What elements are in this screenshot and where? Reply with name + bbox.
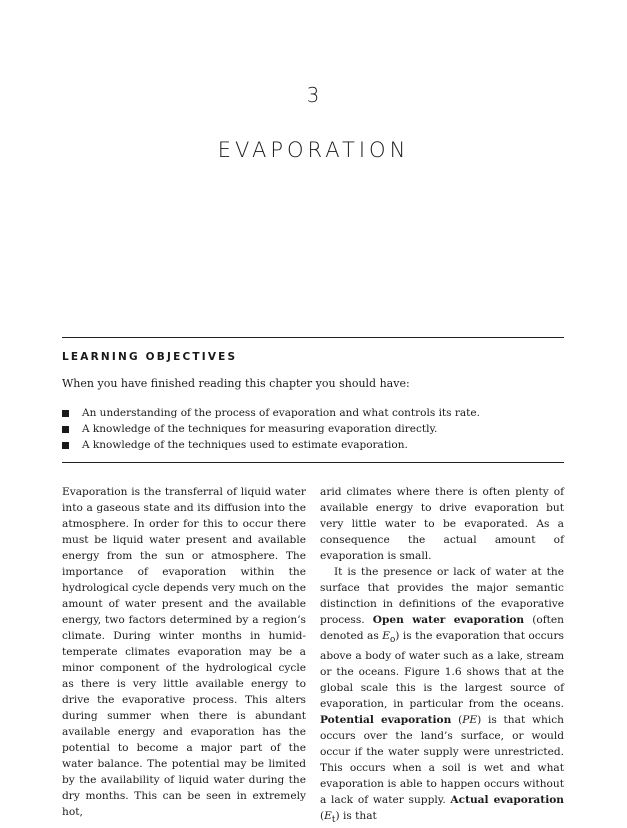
symbol: E xyxy=(324,810,332,823)
term-potential-evaporation: Potential evaporation xyxy=(320,714,452,727)
learning-objectives-heading: LEARNING OBJECTIVES xyxy=(62,351,238,363)
square-bullet-icon xyxy=(62,426,69,433)
paragraph-text: ) is that which occurs over the land’s surface, or would occur if the water supply were unrestricted. This occurs when a soil is wet and what evaporation is able to happen occurs without a lack of water supply. xyxy=(320,714,564,807)
body-paragraph: Evaporation is the transferral of liquid water into a gaseous state and its diffusion into the atmosphere. In order for this to occur there must be liquid water present and available energy from the sun or atmosphere. The importance of evaporation within the hydrological cycle depends very much on the amount of water present and the available energy, two factors determined by a region’s climate. During winter months in humid-temperate climates evaporation may be a minor component of the hydrological cycle as there is very little available energy to drive the evaporative process. This alters during summer when there is abundant available energy and evaporation has the potential to become a major part of the water balance. The potential may be limited by the availability of liquid water during the dry months. This can be seen in extremely hot, xyxy=(62,486,306,818)
list-item xyxy=(62,421,480,437)
symbol-subscript: t xyxy=(331,815,336,826)
symbol: E xyxy=(382,630,390,642)
chapter-number: 3 xyxy=(306,83,321,107)
paragraph-text: ) is that xyxy=(335,810,377,823)
body-paragraph xyxy=(320,564,564,828)
objectives-bottom-rule xyxy=(62,462,564,463)
objective-text: An understanding of the process of evaporation and what controls its rate. xyxy=(82,407,480,419)
symbol: PE xyxy=(462,714,478,727)
paragraph-text: ( xyxy=(458,714,463,727)
paragraph-text: It is the presence or lack of water at the surface that provides the major semantic distinction in definitions of the evaporative process. xyxy=(320,566,564,626)
chapter-title: EVAPORATION xyxy=(217,138,410,162)
objectives-top-rule xyxy=(62,337,564,338)
paragraph-text: ( xyxy=(320,810,325,823)
term-open-water-evaporation: Open water evaporation xyxy=(372,614,525,626)
learning-objectives-list xyxy=(62,405,480,453)
paragraph-text: (often denoted as xyxy=(320,614,564,642)
learning-objectives-intro: When you have finished reading this chapter you should have: xyxy=(62,377,410,390)
square-bullet-icon xyxy=(62,442,69,449)
square-bullet-icon xyxy=(62,410,69,417)
term-actual-evaporation: Actual evaporation xyxy=(450,794,564,807)
symbol-subscript: o xyxy=(389,635,396,646)
list-item xyxy=(62,405,480,421)
body-column-right xyxy=(320,484,564,828)
body-column-left xyxy=(62,484,306,820)
body-paragraph: arid climates where there is often plenty of available energy to drive evaporation but very little water to be evaporated. As a consequence the actual amount of evaporation is small. xyxy=(320,486,564,562)
list-item xyxy=(62,437,480,453)
objective-text: A knowledge of the techniques for measuring evaporation directly. xyxy=(82,423,438,435)
paragraph-text: ) is the evaporation that occurs above a body of water such as a lake, stream or the oceans. Figure 1.6 shows that at the global scale this is the largest source of evaporation, in particular from the oceans. xyxy=(320,630,564,711)
objective-text: A knowledge of the techniques used to estimate evaporation. xyxy=(82,439,408,451)
